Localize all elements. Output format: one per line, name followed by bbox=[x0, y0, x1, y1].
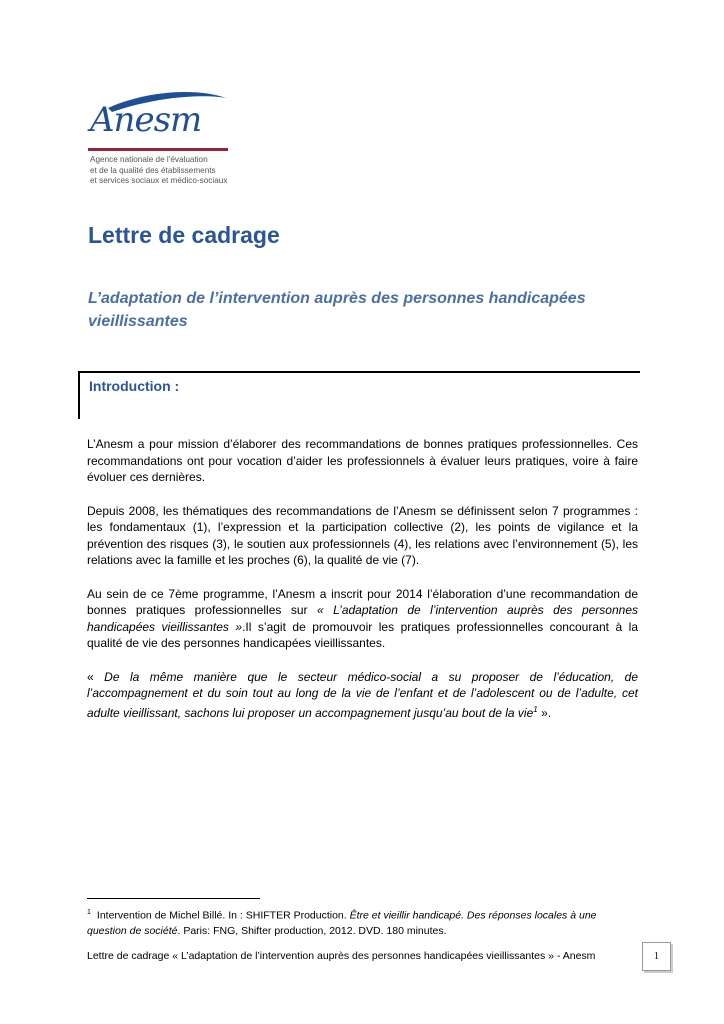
footnote-separator bbox=[87, 898, 260, 899]
document-title: Lettre de cadrage bbox=[88, 222, 280, 248]
quote-open: « bbox=[87, 669, 105, 684]
paragraph: L’Anesm a pour mission d’élaborer des recommandations de bonnes pratiques professionnelles. Ces recommandations ont pour vocation d’aider les professionnels à évaluer leurs pratiques, voire à faire évoluer ces dernières. bbox=[87, 437, 638, 484]
quote-close: ». bbox=[537, 705, 552, 720]
logo-subtitle bbox=[90, 155, 240, 187]
page-number: 1 bbox=[642, 942, 671, 971]
document-body bbox=[87, 436, 638, 738]
recommendation-title: « L’adaptation de l’intervention auprès des personnes handicapées vieillissantes » bbox=[87, 603, 638, 634]
logo-rule bbox=[88, 148, 228, 151]
footnote-text: . Paris: FNG, Shifter production, 2012. DVD. 180 minutes. bbox=[177, 924, 447, 937]
paragraph-text: Au sein de ce 7ème programme, l’Anesm a inscrit pour 2014 l’élaboration d’une recommandation de bonnes pratiques professionnelles sur bbox=[87, 586, 638, 617]
paragraph bbox=[87, 586, 638, 652]
footnote bbox=[87, 905, 638, 939]
footnote-reference[interactable]: 1 bbox=[533, 704, 538, 714]
logo-subtitle-line: et services sociaux et médico-sociaux bbox=[90, 176, 228, 185]
footnote-work-title: Être et vieillir handicapé. Des réponses locales à une question de société bbox=[87, 909, 597, 937]
logo-subtitle-line: Agence nationale de l'évaluation bbox=[90, 155, 208, 164]
footnote-number: 1 bbox=[87, 909, 91, 916]
anesm-logo bbox=[88, 86, 238, 196]
quote-paragraph bbox=[87, 669, 638, 722]
section-header-box bbox=[78, 371, 640, 419]
footnote-text: Intervention de Michel Billé. In : SHIFTER Production. bbox=[96, 909, 350, 922]
logo-subtitle-line: et de la qualité des établissements bbox=[90, 165, 216, 175]
logo-wordmark: Anesm bbox=[90, 100, 202, 140]
paragraph-text: .Il s’agit de promouvoir les pratiques professionnelles concourant à la qualité de vie des personnes handicapées vieillissantes. bbox=[87, 619, 638, 650]
document-subtitle: L’adaptation de l’intervention auprès des personnes handicapées vieillissantes bbox=[88, 290, 586, 330]
paragraph: Depuis 2008, les thématiques des recommandations de l’Anesm se définissent selon 7 programmes : les fondamentaux (1), l’expression et la participation collective (2), les points de vigilance et la prévention des risques (3), le soutien aux professionnels (4), les relations avec l’environnement (5), les relations avec la famille et les proches (6), la qualité de vie (7). bbox=[87, 503, 638, 567]
quote-text: De la même manière que le secteur médico-social a su proposer de l’éducation, de l’accompagnement et du soin tout au long de la vie de l’enfant et de l’adolescent ou de l’adulte, cet adulte vieillissant, sachons lui proposer un accompagnement jusqu’au bout de la vie bbox=[87, 669, 638, 720]
page-footer: Lettre de cadrage « L’adaptation de l’intervention auprès des personnes handicapées vieillissantes » - Anesm bbox=[87, 950, 596, 962]
section-title: Introduction : bbox=[89, 378, 180, 394]
